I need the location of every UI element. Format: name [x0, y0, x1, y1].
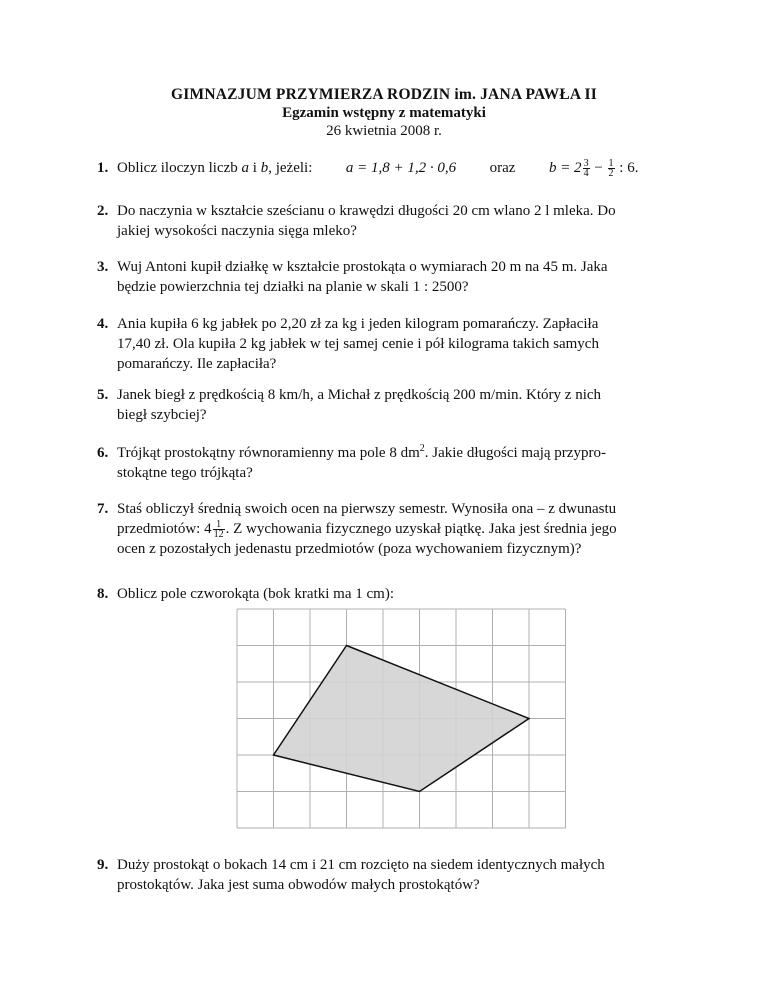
problem-1 [97, 158, 681, 178]
exam-header [0, 86, 768, 140]
problem-line: Staś obliczył średnią swoich ocen na pierwszy semestr. Wynosiła ona – z dwunastu [117, 501, 617, 517]
expression-b-end: : 6. [619, 160, 639, 176]
problem-line: jakiej wysokości naczynia sięga mleko? [117, 223, 357, 239]
fraction-one-half: $\frac{1}{2}$ [608, 158, 614, 180]
problem-5 [97, 385, 681, 425]
problem-line: Wuj Antoni kupił działkę w kształcie prostokąta o wymiarach 20 m na 45 m. Jaka [117, 259, 608, 275]
problem-line: biegł szybciej? [117, 407, 207, 423]
expression-a: a = 1,8 + 1,2 · 0,6 [345, 160, 457, 176]
expression-b-start: b = 2 [548, 160, 582, 176]
problem-text: Oblicz iloczyn liczb [117, 160, 238, 176]
minus-sign: − [594, 160, 603, 176]
problem-line: Oblicz pole czworokąta (bok kratki ma 1 cm): [117, 586, 394, 602]
problem-line: 17,40 zł. Ola kupiła 2 kg jabłek w tej samej cenie i pół kilograma takich samych [117, 336, 599, 352]
problem-number: 2. [97, 203, 109, 219]
var-b: b [260, 160, 269, 176]
problem-number: 9. [97, 857, 109, 873]
problem-line: Ania kupiła 6 kg jabłek po 2,20 zł za kg i jeden kilogram pomarańczy. Zapłaciła [117, 316, 599, 332]
problem-number: 1. [97, 160, 109, 176]
problem-line: stokątne tego trójkąta? [117, 465, 253, 481]
problem-number: 7. [97, 501, 109, 517]
conjunction: i [252, 160, 257, 176]
problem-number: 3. [97, 259, 109, 275]
superscript: 2 [419, 443, 425, 454]
problem-8 [97, 584, 681, 604]
oraz-text: oraz [489, 160, 516, 176]
problem-line: będzie powierzchnia tej działki na planie w skali 1 : 2500? [117, 279, 469, 295]
problem-7: 7. Staś obliczył średnią swoich ocen na pierwszy semestr. Wynosiła ona – z dwunastu przedmiotów: 4 $\frac{1}{12}$ . Z wychowania fizycznego uzyskał piątkę. Jaka jest średnia jego ocen z pozostałych jedenastu przedmiotów (poza wychowaniem fizycznym)? [97, 499, 681, 559]
problem-line: pomarańczy. Ile zapłaciła? [117, 356, 277, 372]
problem-3 [97, 257, 681, 297]
problem-6: 6. Trójkąt prostokątny równoramienny ma pole 8 $dm^2$. Jakie długości mają przypro- stokątne tego trójkąta? [97, 443, 681, 483]
problem-number: 4. [97, 316, 109, 332]
problem-line: Trójkąt prostokątny równoramienny ma pole 8 dm [117, 445, 420, 461]
condition-text: , jeżeli: [268, 160, 313, 176]
problem-number: 5. [97, 387, 109, 403]
var-a: a [241, 160, 250, 176]
problem-line: Duży prostokąt o bokach 14 cm i 21 cm rozcięto na siedem identycznych małych [117, 857, 605, 873]
problem-line: Janek biegł z prędkością 8 km/h, a Michał z prędkością 200 m/min. Który z nich [117, 387, 602, 403]
exam-date: 26 kwietnia 2008 r. [326, 123, 442, 139]
problem-number: 6. [97, 445, 109, 461]
problem-2 [97, 201, 681, 241]
fraction-one-twelfth: $\frac{1}{12}$ [213, 519, 224, 541]
problem-line: prostokątów. Jaka jest suma obwodów małych prostokątów? [117, 877, 480, 893]
quadrilateral-grid [236, 608, 566, 830]
problem-9 [97, 855, 681, 895]
problem-4 [97, 314, 681, 374]
quadrilateral-shape [274, 646, 530, 792]
problem-number: 8. [97, 586, 109, 602]
grid-figure [236, 608, 566, 835]
problem-line: Do naczynia w kształcie sześcianu o krawędzi długości 20 cm wlano 2 l mleka. Do [117, 203, 616, 219]
problem-line: ocen z pozostałych jedenastu przedmiotów (poza wychowaniem fizycznym)? [117, 541, 582, 558]
fraction-three-quarters: $\frac{3}{4}$ [583, 158, 589, 180]
exam-subtitle: Egzamin wstępny z matematyki [282, 105, 486, 121]
school-name: GIMNAZJUM PRZYMIERZA RODZIN im. JANA PAWŁA II [171, 86, 597, 103]
